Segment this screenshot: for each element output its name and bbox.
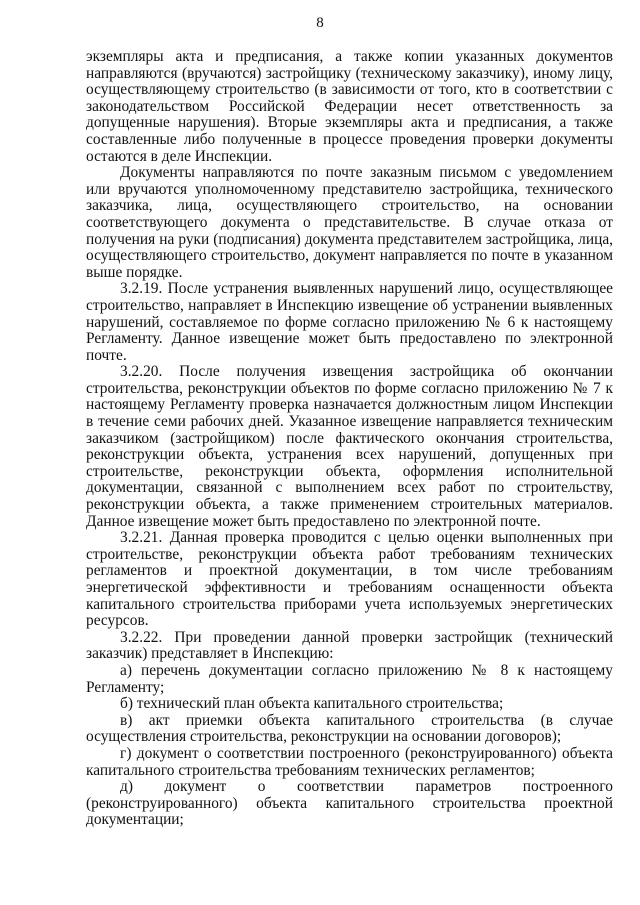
paragraph-delivery-of-documents: Документы направляются по почте заказным письмом с уведомлением или вручаются уполномоченному представителю застройщика, технического заказчика, лица, осуществляющего строительство, на основании соответствующего документа о представительстве. В случае отказа от получения на руки (подписания) документа представителем застройщика, лица, осуществляющего строительство, документ направляется по почте в указанном выше порядке. bbox=[86, 164, 613, 281]
paragraph-3-2-20: 3.2.20. После получения извещения застройщика об окончании строительства, реконструкции объектов по форме согласно приложению № 7 к настоящему Регламенту проверка назначается должностным лицом Инспекции в течение семи рабочих дней. Указанное извещение направляется техническим заказчиком (застройщиком) после фактического окончания строительства, реконструкции объекта, устранения всех нарушений, допущенных при строительстве, реконструкции объекта, оформления исполнительной документации, связанной с выполнением всех работ по строительству, реконструкции объекта, а также применением строительных материалов. Данное извещение может быть предоставлено по электронной почте. bbox=[86, 363, 613, 530]
paragraph-3-2-21: 3.2.21. Данная проверка проводится с целью оценки выполненных при строительстве, реконструкции объекта работ требованиям технических регламентов и проектной документации, в том числе требованиям энергетической эффективности и требованиям оснащенности объекта капитального строительства приборами учета используемых энергетических ресурсов. bbox=[86, 529, 613, 630]
list-item-g: г) документ о соответствии построенного (реконструированного) объекта капитального строительства требованиям технических регламентов; bbox=[86, 744, 613, 779]
list-item-a: а) перечень документации согласно приложению № 8 к настоящему Регламенту; bbox=[86, 661, 613, 696]
paragraph-copies-of-act: экземпляры акта и предписания, а также копии указанных документов направляются (вручаются) застройщику (техническому заказчику), иному лицу, осуществляющему строительство (в зависимости от того, кто в соответствии с законодательством Российской Федерации несет ответственность за допущенные нарушения). Вторые экземпляры акта и предписания, а также составленные либо полученные в процессе проведения проверки документы остаются в деле Инспекции. bbox=[86, 48, 613, 165]
paragraph-3-2-22: 3.2.22. При проведении данной проверки застройщик (технический заказчик) представляет в Инспекцию: bbox=[86, 628, 613, 663]
document-body bbox=[86, 49, 613, 829]
list-item-d: д) документ о соответствии параметров построенного (реконструированного) объекта капитального строительства проектной документации; bbox=[86, 778, 613, 829]
list-item-b: б) технический план объекта капитального строительства; bbox=[120, 695, 504, 713]
list-item-v: в) акт приемки объекта капитального строительства (в случае осуществления строительства, реконструкции на основании договоров); bbox=[86, 711, 613, 746]
page-number: 8 bbox=[316, 15, 324, 31]
paragraph-3-2-19: 3.2.19. После устранения выявленных нарушений лицо, осуществляющее строительство, направляет в Инспекцию извещение об устранении выявленных нарушений, составляемое по форме согласно приложению № 6 к настоящему Регламенту. Данное извещение может быть предоставлено по электронной почте. bbox=[86, 280, 613, 364]
